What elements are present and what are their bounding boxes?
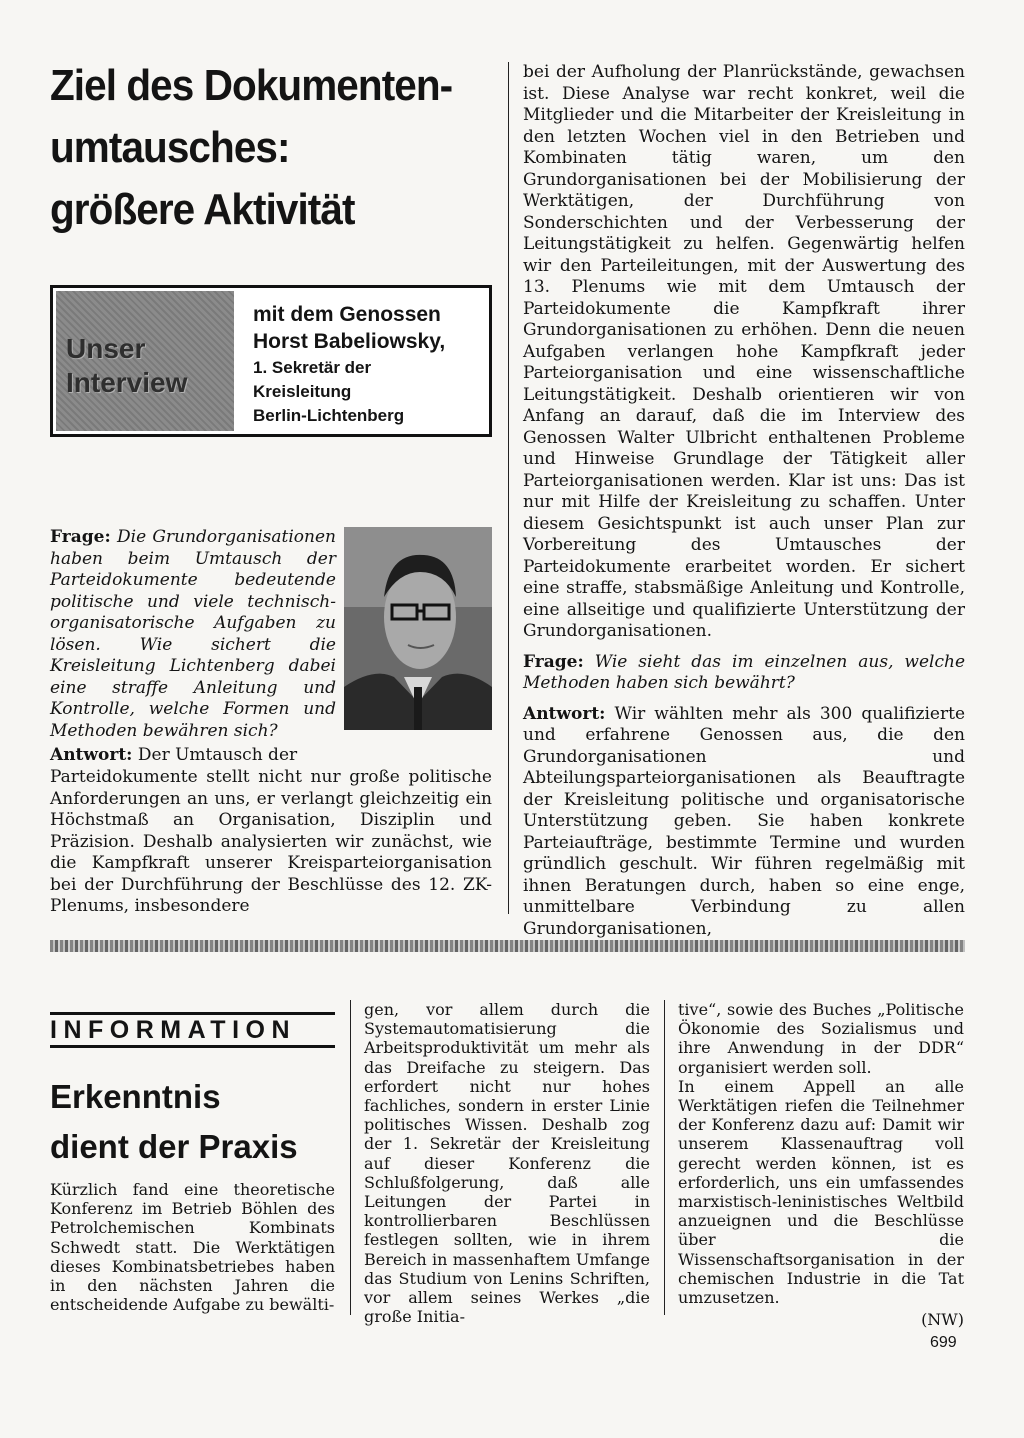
information-col-3-text-b: In einem Appell an alle Werktätigen riefen die Teilnehmer der Konferenz dazu auf: Damit wir unserem Klassenauftrag voll gerecht werden können, ist es erforderlich, uns ein umfassendes marxistisch-leninistisches Weltbild anzueignen und die Beschlüsse über die Wissenschaftsorganisation in der chemischen Industrie in die Tat umzusetzen. xyxy=(678,1076,964,1308)
interview-label-line-2: Interview xyxy=(66,367,188,398)
headline-line-2: umtausches: xyxy=(50,123,290,172)
information-bar xyxy=(50,1012,335,1048)
information-col-2 xyxy=(364,1000,650,1326)
information-col-3 xyxy=(678,1000,964,1329)
answer2-label: Antwort: xyxy=(523,703,606,724)
section-divider xyxy=(50,940,965,952)
right-text-1: bei der Aufholung der Planrückstände, gewachsen ist. Diese Analyse war recht konkret, weil die Mitglieder und die Mitarbeiter der Kreisleitung in den letzten Wochen viel in den Betrieben und Kombinaten tätig waren, um den Grundorganisationen bei der Mobilisierung der Werktätigen, der Durchführung von Sonderschichten und der Verbesserung der Leitungstätigkeit zu helfen. Gegenwärtig helfen wir den Parteileitungen, mit der Auswertung des 13. Plenums wie mit dem Umtausch der Parteidokumente die Kampfkraft ihrer Grundorganisationen zu erhöhen. Denn die neuen Aufgaben verlangen hohe Kampfkraft jeder Parteiorganisation und eine wissenschaftliche Leitungstätigkeit. Deshalb orientieren wir von Anfang an darauf, daß die im Interview des Genossen Walter Ulbricht enthaltenen Probleme und Hinweise Grundlage der Tätigkeit aller Parteiorganisationen werden. Klar ist uns: Das ist nur mit Hilfe der Kreisleitung zu schaffen. Unter diesem Gesichtspunkt ist auch unser Plan zur Vorbereitung des Umtausches der Parteidokumente erarbeitet worden. Er sichert eine straffe, stabsmäßige Anleitung und Kontrolle, eine allseitige und qualifizierte Unterstützung der Grundorganisationen. xyxy=(523,62,965,641)
information-col-2-text: gen, vor allem durch die Systemautomatisierung die Arbeitsproduktivität um mehr als das Dreifache zu steigern. Das erfordert nicht nur hohes fachliches, sondern in erster Linie politisches Wissen. Deshalb zog der 1. Sekretär der Kreisleitung auf dieser Konferenz die Schlußfolgerung, daß alle Leitungen der Partei in kontrollierbaren Beschlüssen festlegen sollten, wie in ihrem Bereich in massenhaftem Umfange das Studium von Lenins Schriften, vor allem seines Werkes „die große Initia- xyxy=(364,1000,650,1327)
answer2-text: Wir wählten mehr als 300 qualifizierte und erfahrene Genossen aus, die den Grundorganisationen und Abteilungsparteiorganisationen als Beauftragte der Kreisleitung politische und organisatorische Unterstützung geben. Sie haben konkrete Parteiaufträge, bestimmte Termine und wurden gründlich geschult. Wir führen regelmäßig mit ihnen Beratungen durch, haben so eine enge, unmittelbare Verbindung zu allen Grundorganisationen, xyxy=(523,703,966,939)
interview-label-line-1: Unser xyxy=(66,333,146,364)
interviewee-location: Berlin-Lichtenberg xyxy=(253,406,405,425)
answer-text-start: Der Umtausch der xyxy=(137,745,298,765)
information-signature: (NW) xyxy=(921,1310,964,1330)
portrait-photo xyxy=(344,527,492,730)
interviewee-org: Kreisleitung xyxy=(253,382,352,401)
information-col-1 xyxy=(50,1180,335,1314)
answer-text: Parteidokumente stellt nicht nur große politische Anforderungen an uns, er verlangt gleichzeitig ein Höchstmaß an Organisation, Disziplin und Präzision. Deshalb analysierten wir zunächst, wie die Kampfkraft unserer Kreisparteiorganisation bei der Durchführung der Beschlüsse des 12. ZK-Plenums, insbesondere xyxy=(50,767,492,916)
information-title-line-1: Erkenntnis xyxy=(50,1078,221,1115)
interview-label-panel xyxy=(56,291,234,431)
left-answer xyxy=(50,767,492,918)
interviewee-title: 1. Sekretär der xyxy=(253,358,372,377)
interviewee-info xyxy=(253,302,445,428)
question2-label: Frage: xyxy=(523,651,584,672)
info-divider-2 xyxy=(664,1000,665,1315)
information-label: INFORMATION xyxy=(50,1016,297,1044)
headline-line-1: Ziel des Dokumenten- xyxy=(50,61,453,110)
interviewee-line-1: mit dem Genossen xyxy=(253,303,441,326)
information-col-3-text: tive“, sowie des Buches „Politische Ökonomie des Sozialismus und ihre Anwendung in der DDR“ organisiert werden soll. xyxy=(678,1000,964,1077)
interviewee-name: Horst Babeliowsky, xyxy=(253,330,446,353)
question-label: Frage: xyxy=(50,527,111,547)
information-title-line-2: dient der Praxis xyxy=(50,1128,298,1165)
answer-label: Antwort: xyxy=(50,745,133,765)
information-col-1-text: Kürzlich fand eine theoretische Konferenz im Betrieb Böhlen des Petrolchemischen Kombinats Schwedt statt. Die Werktätigen dieses Kombinatsbetriebes haben in den nächsten Jahren die entscheidende Aufgabe zu bewälti- xyxy=(50,1180,335,1315)
headline xyxy=(50,55,464,241)
question2-text: Wie sieht das im einzelnen aus, welche Methoden haben sich bewährt? xyxy=(523,651,966,693)
portrait-image xyxy=(344,527,492,730)
headline-line-3: größere Aktivität xyxy=(50,185,355,234)
right-column xyxy=(523,62,965,940)
left-question xyxy=(50,527,336,742)
question-text: Die Grundorganisationen haben beim Umtausch der Parteidokumente bedeutende politische und viele technisch-organisatorische Aufgaben zu lösen. Wie sichert die Kreisleitung Lichtenberg dabei eine straffe Anleitung und Kontrolle, welche Formen und Methoden bewähren sich? xyxy=(50,527,336,741)
column-divider xyxy=(508,62,509,914)
page-number: 699 xyxy=(930,1334,957,1351)
information-title xyxy=(50,1072,298,1172)
left-answer-start xyxy=(50,745,336,767)
info-divider-1 xyxy=(350,1000,351,1315)
interview-box xyxy=(50,285,492,437)
